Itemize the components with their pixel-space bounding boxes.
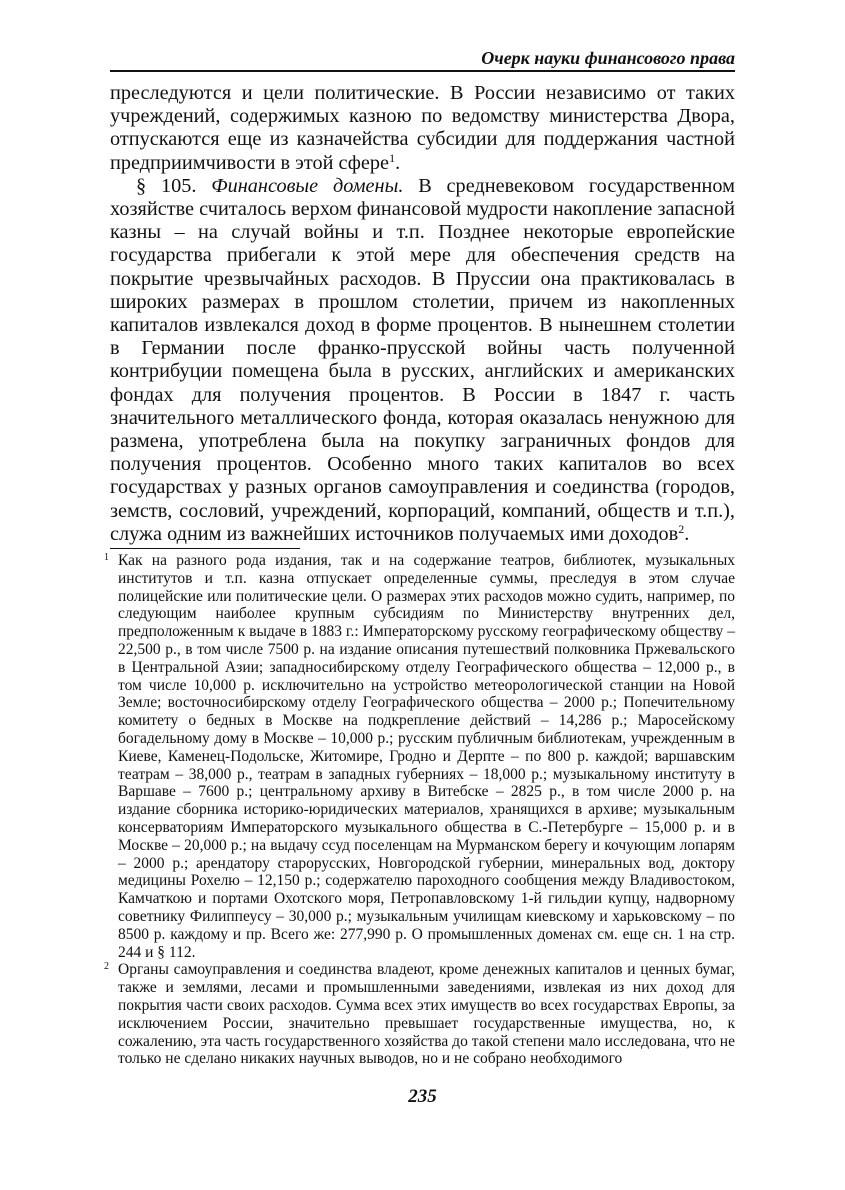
footnote-divider [110, 548, 300, 549]
footnote-ref-2[interactable]: 2 [678, 521, 685, 536]
footnote-2-text: Органы самоуправления и соединства владеют, кроме денежных капиталов и ценных бумаг, также и землями, лесами и промышленными заведениями, извлекая из них доход для покрытия части своих расходов. Сумма всех этих имуществ во всех государствах Европы, за исключением России, значительно превышает государственные имущества, но, к сожалению, эта часть государственного хозяйства до такой степени мало исследована, что не только не сделано никаких научных выводов, но и не собрано необходимого [118, 961, 735, 1068]
paragraph-2: § 105. Финансовые домены. В средневековом государственном хозяйстве считалось верхом финансовой мудрости накопление запасной казны – на случай войны и т.п. Позднее некоторые европейские государства прибегали к этой мере для обеспечения средств на покрытие чрезвычайных расходов. В Пруссии она практиковалась в широких размерах в прошлом столетии, причем из накопленных капиталов извлекался доход в форме процентов. В нынешнем столетии в Германии после франко-прусской войны часть полученной контрибуции помещена была в русских, английских и американских фондах для получения процентов. В России в 1847 г. часть значительного металлического фонда, которая оказалась ненужною для размена, употреблена была на покупку заграничных фондов для получения процентов. Особенно много таких капиталов во всех государствах у разных органов самоуправления и соединства (городов, земств, сословий, учреждений, корпораций, компаний, обществ и т.п.), служа одним из важнейших источников получаемых ими доходов$^2$. [110, 174, 735, 545]
footnote-1-text: Как на разного рода издания, так и на содержание театров, библиотек, музыкальных институтов и т.п. казна отпускает определенные суммы, преследуя в этом случае полицейские или политические цели. О размерах этих расходов можно судить, например, по следующим наиболее крупным субсидиям по Министерству внутренних дел, предположенным к выдаче в 1883 г.: Императорскому русскому географическому обществу – 22,500 р., в том числе 7500 р. на издание описания путешествий полковника Пржевальского в Центральной Азии; западносибирскому отделу Географического общества – 12,000 р., в том числе 10,000 р. исключительно на устройство метеорологической станции на Новой Земле; восточносибирскому отделу Географического общества – 2000 р.; Попечительному комитету о бедных в Москве на подкрепление действий – 14,286 р.; Маросейскому богадельному дому в Москве – 10,000 р.; русским публичным библиотекам, учрежденным в Киеве, Каменец-Подольске, Житомире, Гродно и Дерпте – по 800 р. каждой; варшавским театрам – 38,000 р., театрам в западных губерниях – 18,000 р.; музыкальному институту в Варшаве – 7600 р.; центральному архиву в Витебске – 2825 р., в том числе 2000 р. на издание сборника историко-юридических материалов, хранящихся в архиве; музыкальным консерваториям Императорского музыкального общества в С.-Петербурге – 15,000 р. и в Москве – 20,000 р.; на выдачу ссуд поселенцам на Мурманском берегу и кочующим лопарям – 2000 р.; арендатору старорусских, Новгородской губернии, минеральных вод, доктору медицины Рохелю – 12,150 р.; содержателю пароходного сообщения между Владивостоком, Камчаткою и портами Охотского моря, Петропавловскому 1-й гильдии купцу, надворному советнику Филиппеусу – 30,000 р.; музыкальным училищам киевскому и харьковскому – по 8500 р. каждому и пр. Всего же: 277,990 р. О промышленных доменах см. еще сн. 1 на стр. 244 и § 112. [118, 552, 735, 961]
paragraph-1-text: преследуются и цели политические. В России независимо от таких учреждений, содержимых казною по ведомству министерства Двора, отпускаются еще из казначейства субсидии для поддержания частной предприимчивости в этой сфере [110, 82, 735, 174]
paragraph-2-text: В средневековом государственном хозяйстве считалось верхом финансовой мудрости накопление запасной казны – на случай войны и т.п. Позднее некоторые европейские государства прибегали к этой мере для обеспечения средств на покрытие чрезвычайных расходов. В Пруссии она практиковалась в широких размерах в прошлом столетии, причем из накопленных капиталов извлекался доход в форме процентов. В нынешнем столетии в Германии после франко-прусской войны часть полученной контрибуции помещена была в русских, английских и американских фондах для получения процентов. В России в 1847 г. часть значительного металлического фонда, которая оказалась ненужною для размена, употреблена была на покупку заграничных фондов для получения процентов. Особенно много таких капиталов во всех государствах у разных органов самоуправления и соединства (городов, земств, сословий, учреждений, корпораций, компаний, обществ и т.п.), служа одним из важнейших источников получаемых ими доходов [110, 174, 735, 545]
footnote-1 [104, 552, 735, 961]
footnotes [104, 552, 735, 1068]
running-header [110, 44, 735, 72]
footnote-ref-1[interactable]: 1 [389, 150, 396, 165]
section-title: Финансовые домены. [211, 174, 404, 197]
footnote-mark-2: 2 [104, 961, 109, 973]
page-number: 235 [408, 1086, 437, 1107]
footnote-2 [104, 961, 735, 1068]
main-text [110, 82, 735, 546]
footnote-mark-1: 1 [104, 552, 109, 563]
section-number: § 105. [136, 174, 197, 197]
paragraph-1: преследуются и цели политические. В России независимо от таких учреждений, содержимых казною по ведомству министерства Двора, отпускаются еще из казначейства субсидии для поддержания частной предприимчивости в этой сфере$^1$. [110, 82, 735, 174]
running-title: Очерк науки финансового права [481, 48, 735, 68]
